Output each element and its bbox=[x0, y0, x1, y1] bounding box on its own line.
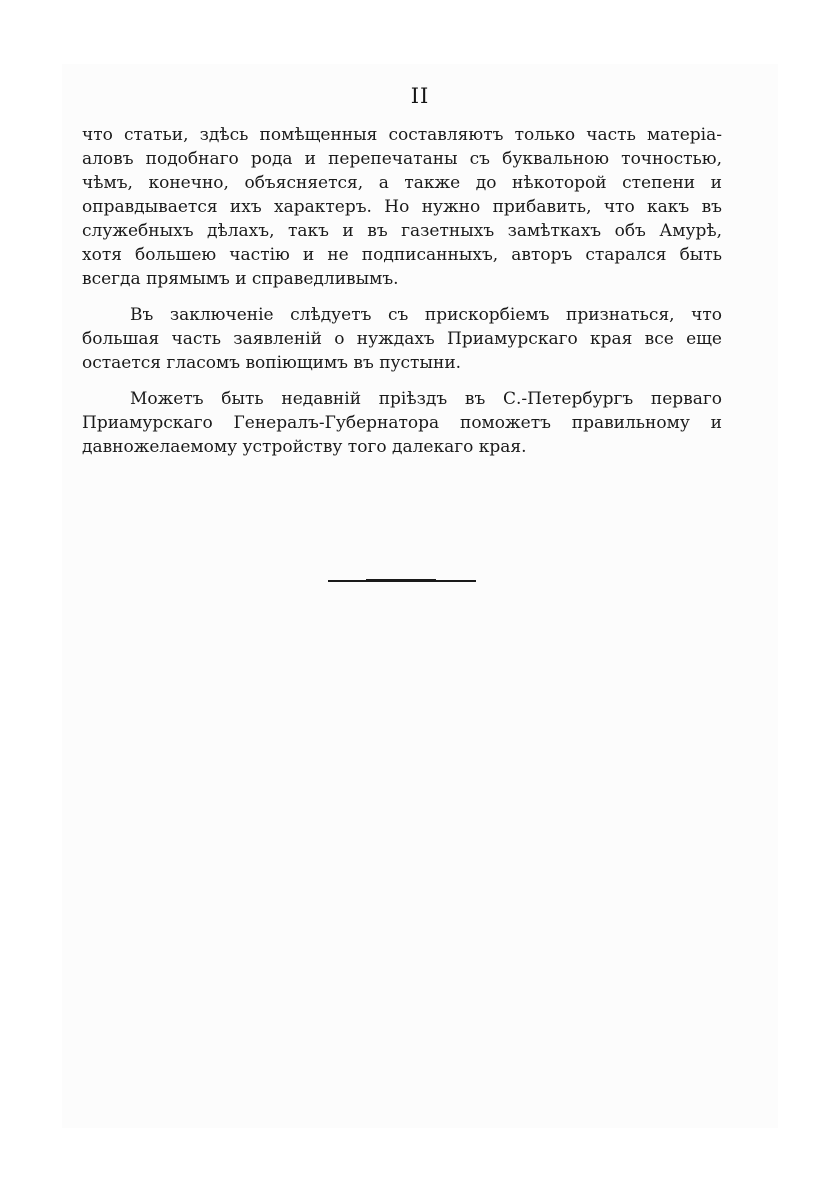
text-line: чѣмъ, конечно, объясняется, а также до нѣкоторой степени и bbox=[82, 173, 722, 193]
text-line: Можетъ быть недавній пріѣздъ въ С.-Петербургъ перваго bbox=[130, 389, 722, 409]
text-line: аловъ подобнаго рода и перепечатаны съ буквальною точностью, bbox=[82, 149, 722, 169]
text-line: давножелаемому устройству того далекаго края. bbox=[82, 437, 527, 457]
paragraph-1 bbox=[82, 123, 722, 291]
text-line: хотя большею частію и не подписанныхъ, авторъ старался быть bbox=[82, 245, 722, 265]
text-line: Приамурскаго Генералъ-Губернатора поможетъ правильному и bbox=[82, 413, 722, 433]
paragraph-3 bbox=[82, 387, 722, 459]
text-line: всегда прямымъ и справедливымъ. bbox=[82, 269, 399, 289]
text-line: большая часть заявленій о нуждахъ Приамурскаго края все еще bbox=[82, 329, 722, 349]
text-line: Въ заключеніе слѣдуетъ съ прискорбіемъ признаться, что bbox=[130, 305, 722, 325]
section-divider bbox=[328, 580, 476, 582]
text-line: служебныхъ дѣлахъ, такъ и въ газетныхъ замѣткахъ объ Амурѣ, bbox=[82, 221, 722, 241]
text-line: оправдывается ихъ характеръ. Но нужно прибавить, что какъ въ bbox=[82, 197, 722, 217]
text-line: остается гласомъ вопіющимъ въ пустыни. bbox=[82, 353, 462, 373]
page-number: II bbox=[410, 84, 430, 108]
text-line: что статьи, здѣсь помѣщенныя составляютъ только часть матеріа- bbox=[82, 125, 722, 145]
paragraph-2 bbox=[82, 303, 722, 375]
body-text bbox=[82, 123, 722, 471]
